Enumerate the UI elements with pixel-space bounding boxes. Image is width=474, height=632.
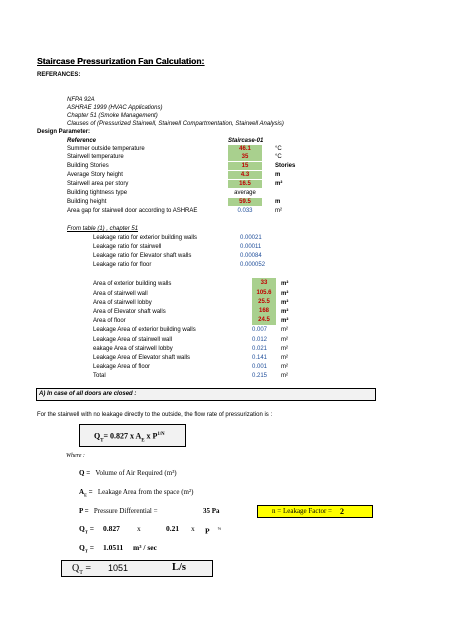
area-unit: m² bbox=[281, 318, 289, 324]
calc2-lhs bbox=[79, 543, 94, 556]
calc1-q: Q bbox=[79, 524, 85, 533]
formula-sub-e: E bbox=[141, 438, 145, 444]
param-unit: °C bbox=[275, 154, 282, 160]
def-sym: Q bbox=[79, 469, 85, 477]
leakage-area-value: 0.141 bbox=[252, 355, 268, 361]
area-label: Area of exterior building walls bbox=[93, 281, 172, 287]
calc2-q: Q bbox=[79, 543, 85, 552]
calc2-value: 1.0511 bbox=[103, 543, 124, 552]
total-value: 0.215 bbox=[252, 373, 268, 379]
def-sym: A bbox=[79, 488, 85, 496]
leakage-area-unit: m² bbox=[281, 364, 288, 370]
references-heading: REFERANCES: bbox=[37, 72, 81, 78]
area-unit: m² bbox=[281, 281, 289, 287]
param-header-value: Staircase-01 bbox=[228, 138, 264, 144]
calc1-b: 0.21 bbox=[166, 524, 180, 533]
leakage-area-label: eakage Area of stairwell lobby bbox=[93, 346, 173, 352]
param-label: Summer outside temperature bbox=[67, 146, 145, 152]
param-header-label: Reference bbox=[67, 138, 97, 144]
param-value: 0.033 bbox=[237, 208, 253, 214]
param-value: 59.5 bbox=[228, 198, 262, 206]
reference-item: Clauses of (Pressurized Stairwell, Stairwell Compartmentation, Stairwell Analysis) bbox=[67, 121, 284, 127]
param-value: 46.1 bbox=[228, 145, 262, 153]
case-text: For the stairwell with no leakage directly to the outside, the flow rate of pressurization is : bbox=[37, 412, 273, 418]
calc1-x2: x bbox=[191, 524, 195, 533]
def-text: Leakage Area from the space (m²) bbox=[97, 488, 194, 496]
ratio-label: Leakage ratio for exterior building walls bbox=[93, 235, 198, 241]
formula-box bbox=[79, 424, 186, 447]
formula-q: Q bbox=[94, 431, 101, 441]
param-label: Building Stories bbox=[67, 163, 109, 169]
area-value: 33 bbox=[252, 278, 276, 288]
calc1-eq: = bbox=[87, 524, 95, 533]
param-label: Stairwell area per story bbox=[67, 181, 129, 187]
definition-p bbox=[79, 507, 158, 516]
leakage-area-label: Leakage Area of stairwell wall bbox=[93, 337, 173, 343]
ratio-value: 0.00084 bbox=[240, 253, 262, 259]
leakage-area-unit: m² bbox=[281, 355, 288, 361]
leakage-area-label: Leakage Area of Elevator shaft walls bbox=[93, 355, 191, 361]
leakage-area-value: 0.012 bbox=[252, 337, 268, 343]
area-label: Area of stairwell wall bbox=[93, 291, 148, 297]
result-q: Q bbox=[72, 563, 80, 574]
ratio-value: 0.000052 bbox=[240, 262, 266, 268]
calc2-sub: T bbox=[84, 548, 88, 554]
formula-part: = 0.827 x A bbox=[103, 431, 142, 441]
calc1-a: 0.827 bbox=[103, 524, 120, 533]
total-unit: m² bbox=[281, 373, 288, 379]
area-label: Area of floor bbox=[93, 318, 126, 324]
result-box bbox=[61, 560, 213, 577]
param-unit: m bbox=[275, 172, 281, 178]
area-label: Area of Elevator shaft walls bbox=[93, 309, 166, 315]
param-label: Average Story height bbox=[67, 172, 123, 178]
leakage-area-value: 0.001 bbox=[252, 364, 268, 370]
leakage-factor-box bbox=[257, 505, 373, 518]
param-unit: m² bbox=[275, 208, 282, 214]
reference-item: Chapter 51 (Smoke Management) bbox=[67, 113, 158, 119]
def-eq: = bbox=[84, 469, 91, 477]
leakage-area-unit: m² bbox=[281, 346, 288, 352]
param-label: Stairwell temperature bbox=[67, 154, 124, 160]
design-parameter-heading: Design Parameter: bbox=[37, 129, 91, 135]
def-text: Volume of Air Required (m³) bbox=[95, 469, 177, 477]
area-value: 24.5 bbox=[252, 315, 276, 325]
leakage-factor-label: n = Leakage Factor = bbox=[272, 507, 332, 515]
calc1-lhs bbox=[79, 524, 94, 537]
ratio-label: Leakage ratio for Elevator shaft walls bbox=[93, 253, 192, 259]
definition-q bbox=[79, 469, 177, 478]
page-title: Staircase Pressurization Fan Calculation: bbox=[37, 56, 205, 66]
def-sub: E bbox=[84, 492, 87, 498]
formula-sub: T bbox=[100, 438, 104, 444]
formula-part2: x P bbox=[144, 431, 158, 441]
def-eq: = bbox=[86, 488, 93, 496]
leakage-factor-value: 2 bbox=[340, 507, 344, 516]
param-unit: m bbox=[275, 199, 281, 205]
area-unit: m² bbox=[281, 291, 289, 297]
table-reference: From table (1) , chapter 51 bbox=[67, 226, 139, 232]
reference-item: ASHRAE 1999 (HVAC Applications) bbox=[67, 105, 163, 111]
area-value: 25.5 bbox=[252, 297, 276, 307]
leakage-area-label: Leakage Area of exterior building walls bbox=[93, 327, 196, 333]
param-value: average bbox=[234, 190, 256, 196]
param-value: 16.5 bbox=[228, 180, 262, 188]
result-lhs bbox=[72, 563, 91, 579]
pressure-value: 35 Pa bbox=[203, 507, 220, 515]
total-label: Total bbox=[93, 373, 106, 379]
calc1-sub: T bbox=[84, 529, 88, 535]
ratio-label: Leakage ratio for stairwell bbox=[93, 244, 162, 250]
area-label: Area of stairwell lobby bbox=[93, 300, 152, 306]
area-unit: m² bbox=[281, 300, 289, 306]
param-label: Building tightness type bbox=[67, 190, 128, 196]
calc2-unit: m³ / sec bbox=[133, 543, 157, 552]
area-value: 105.6 bbox=[252, 288, 276, 298]
result-unit: L/s bbox=[172, 562, 187, 573]
result-eq: = bbox=[82, 563, 92, 574]
param-value: 4.3 bbox=[228, 171, 262, 179]
calc1-p bbox=[205, 524, 221, 536]
formula-sup: 1/N bbox=[157, 432, 165, 437]
calc2-eq: = bbox=[87, 543, 95, 552]
leakage-area-label: Leakage Area of floor bbox=[93, 364, 151, 370]
where-label: Where : bbox=[66, 453, 85, 459]
param-label: Building height bbox=[67, 199, 107, 205]
reference-item: NFPA 92A bbox=[67, 97, 95, 103]
calc1-p-sym: P bbox=[205, 526, 210, 536]
result-sub: T bbox=[79, 570, 83, 576]
area-unit: m² bbox=[281, 309, 289, 315]
ratio-value: 0.00011 bbox=[240, 244, 262, 250]
param-unit: m² bbox=[275, 181, 283, 187]
def-text: Pressure Differential = bbox=[93, 507, 158, 515]
leakage-area-unit: m² bbox=[281, 337, 288, 343]
leakage-area-value: 0.007 bbox=[252, 327, 268, 333]
param-unit: °C bbox=[275, 146, 282, 152]
case-heading: A) In case of all doors are closed : bbox=[39, 391, 137, 397]
calc1-exp: ½ bbox=[217, 526, 221, 531]
case-heading-box bbox=[36, 388, 376, 401]
def-sym: P bbox=[79, 507, 83, 515]
ratio-value: 0.00021 bbox=[240, 235, 262, 241]
leakage-area-value: 0.021 bbox=[252, 346, 268, 352]
calc1-x1: x bbox=[137, 524, 141, 533]
param-label: Area gap for stairwell door according to ASHRAE bbox=[67, 208, 198, 214]
param-value: 35 bbox=[228, 153, 262, 161]
ratio-label: Leakage ratio for floor bbox=[93, 262, 152, 268]
area-value: 168 bbox=[252, 306, 276, 316]
formula bbox=[94, 430, 165, 446]
result-value: 1051 bbox=[108, 563, 129, 573]
param-value: 15 bbox=[228, 162, 262, 170]
definition-ae bbox=[79, 488, 193, 499]
leakage-area-unit: m² bbox=[281, 327, 288, 333]
param-unit: Stories bbox=[275, 163, 296, 169]
def-eq: = bbox=[82, 507, 89, 515]
